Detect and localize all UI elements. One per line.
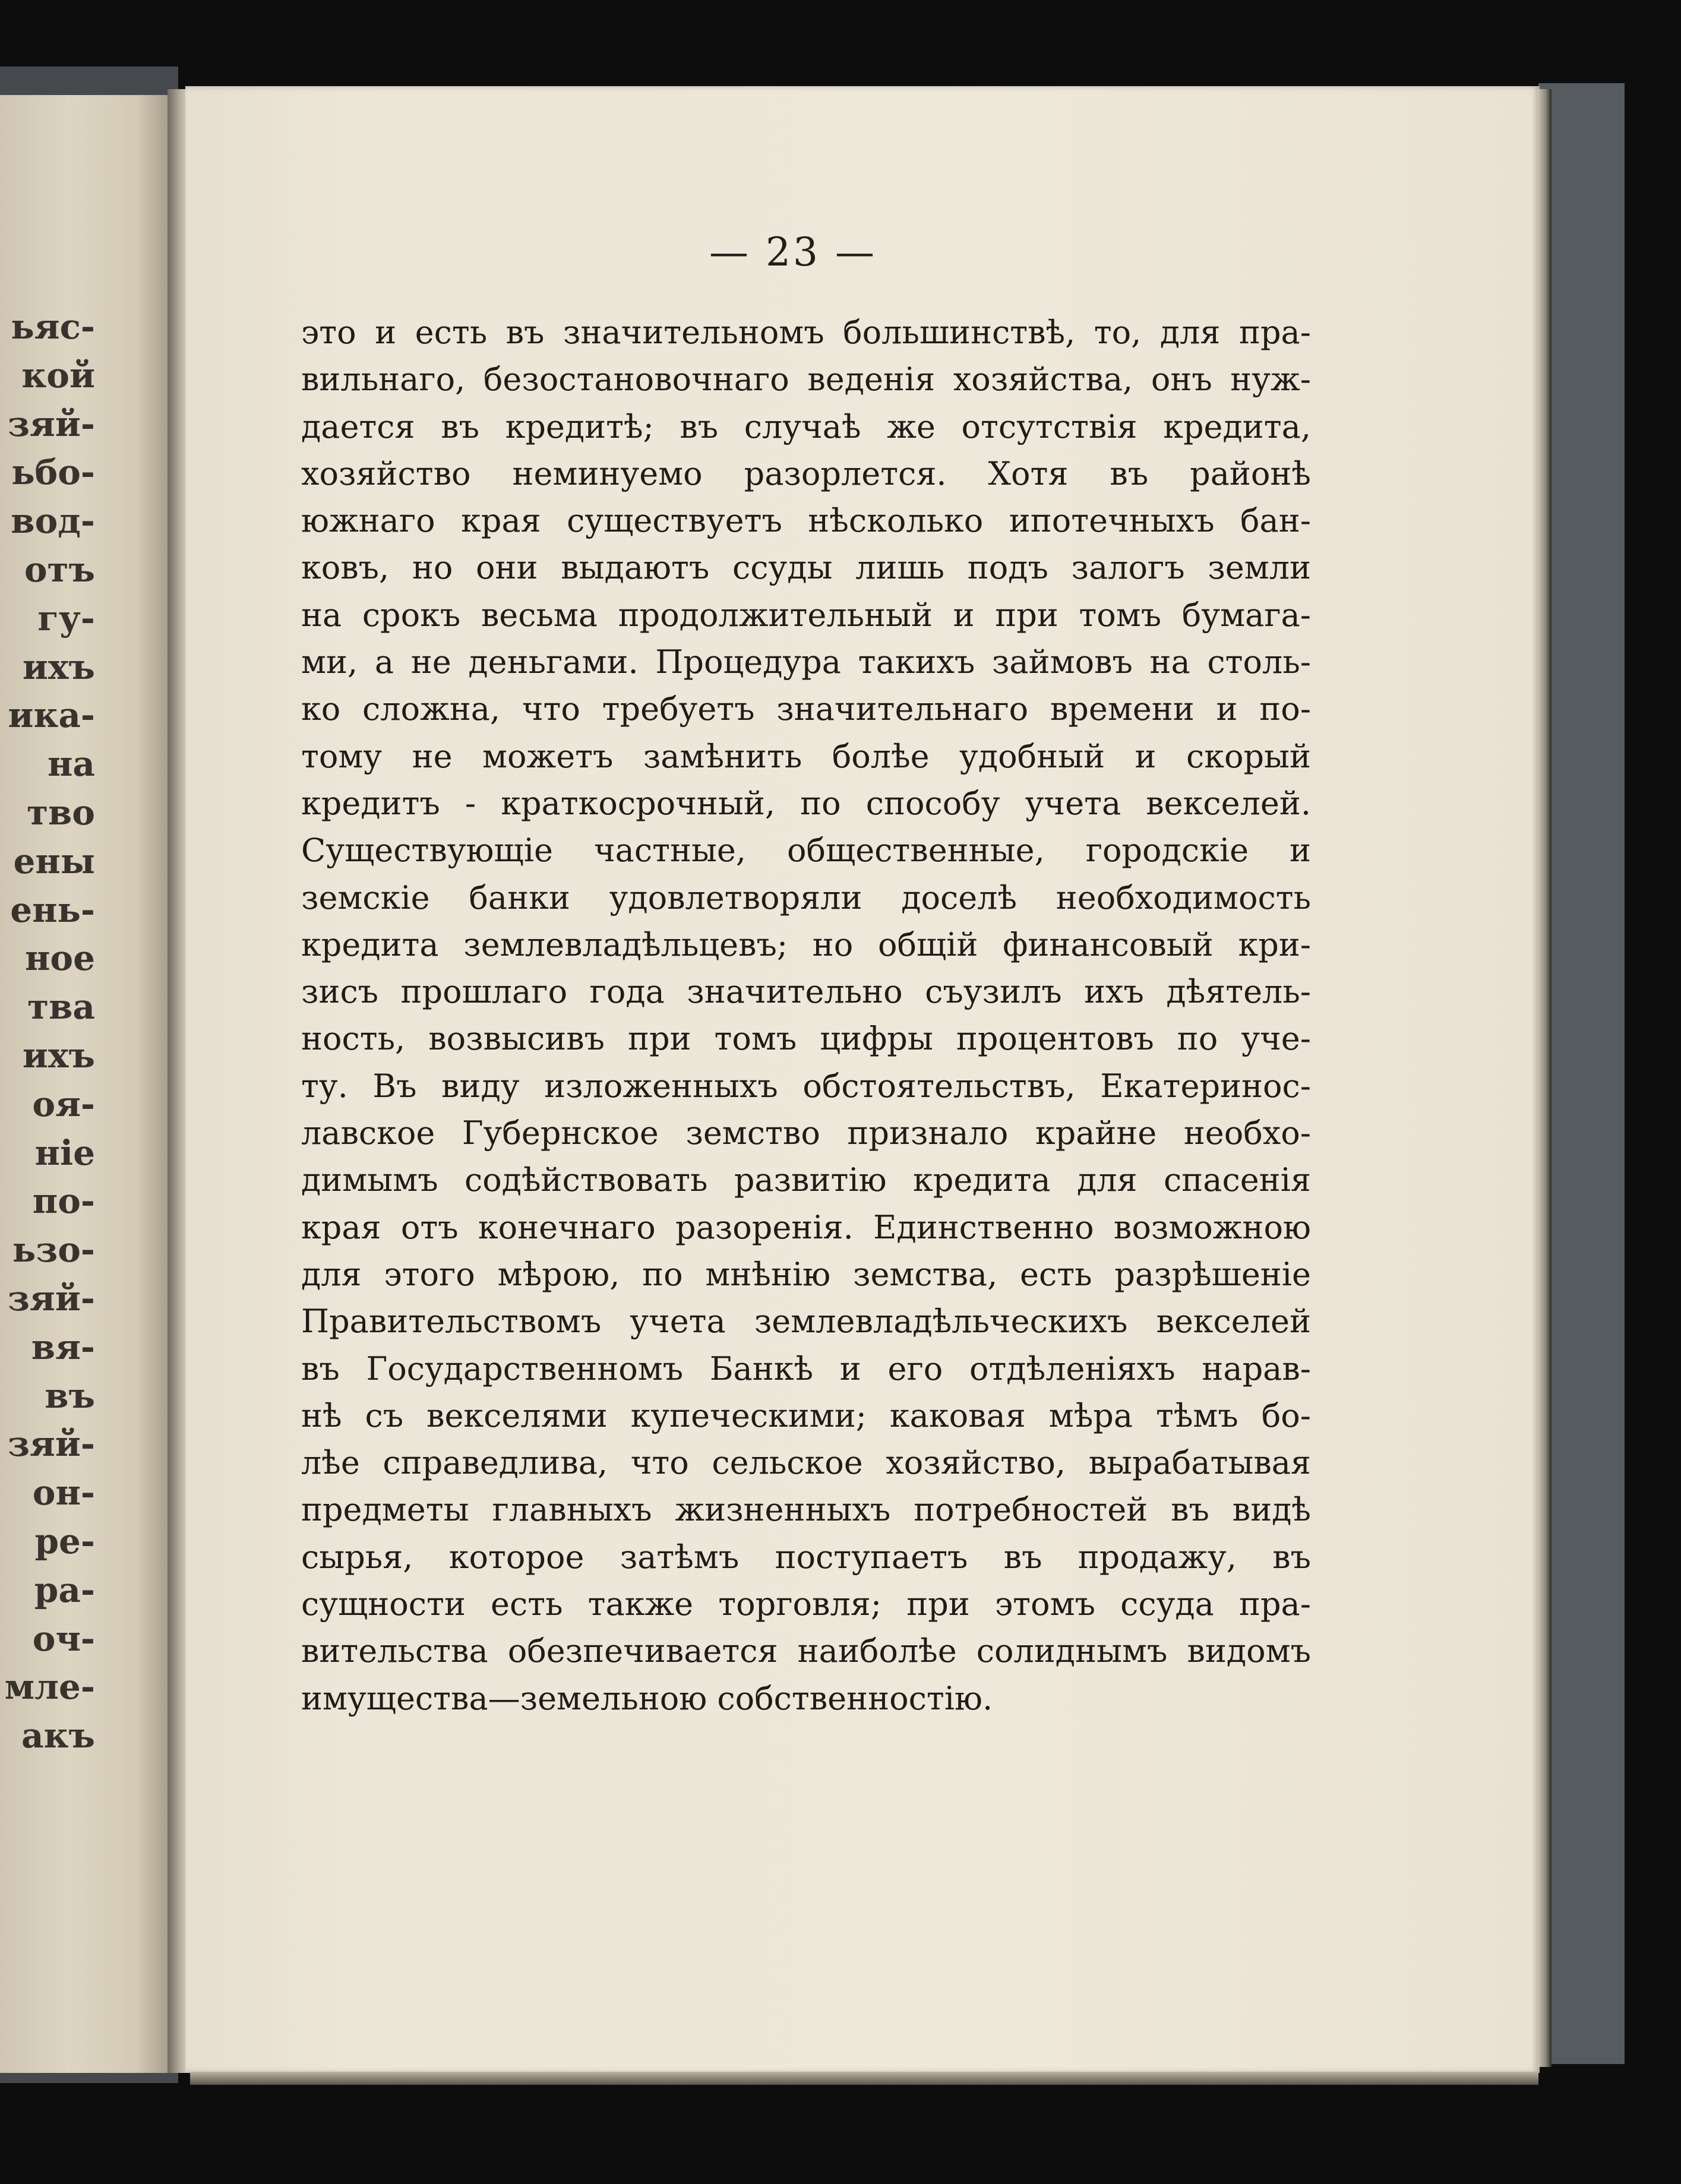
page-number: — 23 —	[709, 229, 877, 275]
facing-line: он-	[32, 1472, 95, 1513]
facing-line: кой	[21, 355, 95, 396]
text-line: зисъ прошлаго года значительно съузилъ ихъ дѣятель-	[301, 973, 1311, 1011]
facing-line: ра-	[34, 1569, 95, 1610]
text-line: ность, возвысивъ при томъ цифры процентовъ по уче-	[301, 1020, 1311, 1058]
facing-line: на	[47, 744, 95, 785]
facing-line: ьяс-	[11, 306, 95, 347]
text-line: сырья, которое затѣмъ поступаетъ въ продажу, въ	[301, 1538, 1311, 1576]
facing-line: по-	[32, 1181, 95, 1222]
text-line: сущности есть также торговля; при этомъ ссуда пра-	[301, 1585, 1311, 1623]
facing-line: въ	[45, 1375, 95, 1416]
text-line: Существующіе частные, общественные, городскіе и	[301, 832, 1311, 870]
facing-page-text	[0, 303, 95, 1761]
facing-line: вя-	[31, 1326, 95, 1367]
text-line: тому не можетъ замѣнить болѣе удобный и скорый	[301, 737, 1311, 775]
facing-line: вод-	[11, 501, 95, 542]
text-line: нѣ съ векселями купеческими; каковая мѣра тѣмъ бо-	[301, 1396, 1311, 1434]
facing-line: гу-	[37, 598, 95, 639]
facing-line: оч-	[32, 1618, 95, 1659]
facing-line: ное	[24, 938, 95, 979]
text-line: ко сложна, что требуетъ значительнаго времени и по-	[301, 690, 1311, 728]
text-line: кредита землевладѣльцевъ; но общій финансовый кри-	[301, 925, 1311, 963]
text-line: въ Государственномъ Банкѣ и его отдѣленіяхъ нарав-	[301, 1349, 1311, 1387]
facing-line: ика-	[8, 695, 95, 736]
facing-line: оя-	[32, 1083, 95, 1124]
text-line: края отъ конечнаго разоренія. Единственно возможною	[301, 1208, 1311, 1246]
text-line: вильнаго, безостановочнаго веденія хозяйства, онъ нуж-	[301, 361, 1311, 399]
facing-line: ень-	[10, 889, 95, 930]
text-line: ковъ, но они выдаютъ ссуды лишь подъ залогъ земли	[301, 549, 1311, 587]
text-line: ми, а не деньгами. Процедура такихъ займовъ на столь-	[301, 643, 1311, 681]
text-line: имущества—земельною собственностію.	[301, 1679, 993, 1717]
text-line: предметы главныхъ жизненныхъ потребностей въ видѣ	[301, 1491, 1311, 1529]
facing-line: зяй-	[8, 1424, 95, 1465]
facing-line: ре-	[34, 1521, 95, 1562]
facing-line: ніе	[34, 1132, 95, 1173]
text-line: димымъ содѣйствовать развитію кредита для спасенія	[301, 1161, 1311, 1199]
text-line: ту. Въ виду изложенныхъ обстоятельствъ, Екатеринос-	[301, 1067, 1311, 1105]
facing-line: ихъ	[22, 646, 95, 687]
facing-line: тва	[27, 987, 95, 1028]
text-line: хозяйство неминуемо разорлется. Хотя въ районѣ	[301, 454, 1311, 492]
page-edge-bottom	[190, 2072, 1538, 2085]
text-line: лѣе справедлива, что сельское хозяйство, вырабатывая	[301, 1444, 1311, 1482]
text-line: южнаго края существуетъ нѣсколько ипотечныхъ бан-	[301, 502, 1311, 540]
facing-page	[0, 95, 169, 2073]
text-line: лавское Губернское земство признало крайне необхо-	[301, 1114, 1311, 1152]
text-line: это и есть въ значительномъ большинствѣ, то, для пра-	[301, 314, 1311, 351]
text-line: на срокъ весьма продолжительный и при томъ бумага-	[301, 596, 1311, 634]
facing-line: ьзо-	[12, 1230, 95, 1270]
text-line: дается въ кредитѣ; въ случаѣ же отсутствія кредита,	[301, 407, 1311, 445]
facing-line: ихъ	[22, 1035, 95, 1076]
body-text	[301, 309, 1311, 1722]
facing-line: отъ	[24, 549, 95, 590]
facing-line: зяй-	[8, 403, 95, 444]
facing-line: зяй-	[8, 1278, 95, 1319]
facing-line: тво	[27, 792, 95, 833]
text-line: вительства обезпечивается наиболѣе солиднымъ видомъ	[301, 1632, 1311, 1670]
text-line: Правительствомъ учета землевладѣльческихъ векселей	[301, 1303, 1311, 1341]
facing-line: акъ	[21, 1715, 95, 1756]
text-line: для этого мѣрою, по мнѣнію земства, есть разрѣшеніе	[301, 1255, 1311, 1293]
text-line: кредитъ - краткосрочный, по способу учета векселей.	[301, 784, 1311, 822]
facing-line: мле-	[4, 1667, 95, 1708]
page-edge-right	[1537, 89, 1552, 2067]
text-line: земскіе банки удовлетворяли доселѣ необходимость	[301, 878, 1311, 916]
facing-line: ьбо-	[11, 452, 95, 493]
facing-line: ены	[13, 840, 95, 881]
